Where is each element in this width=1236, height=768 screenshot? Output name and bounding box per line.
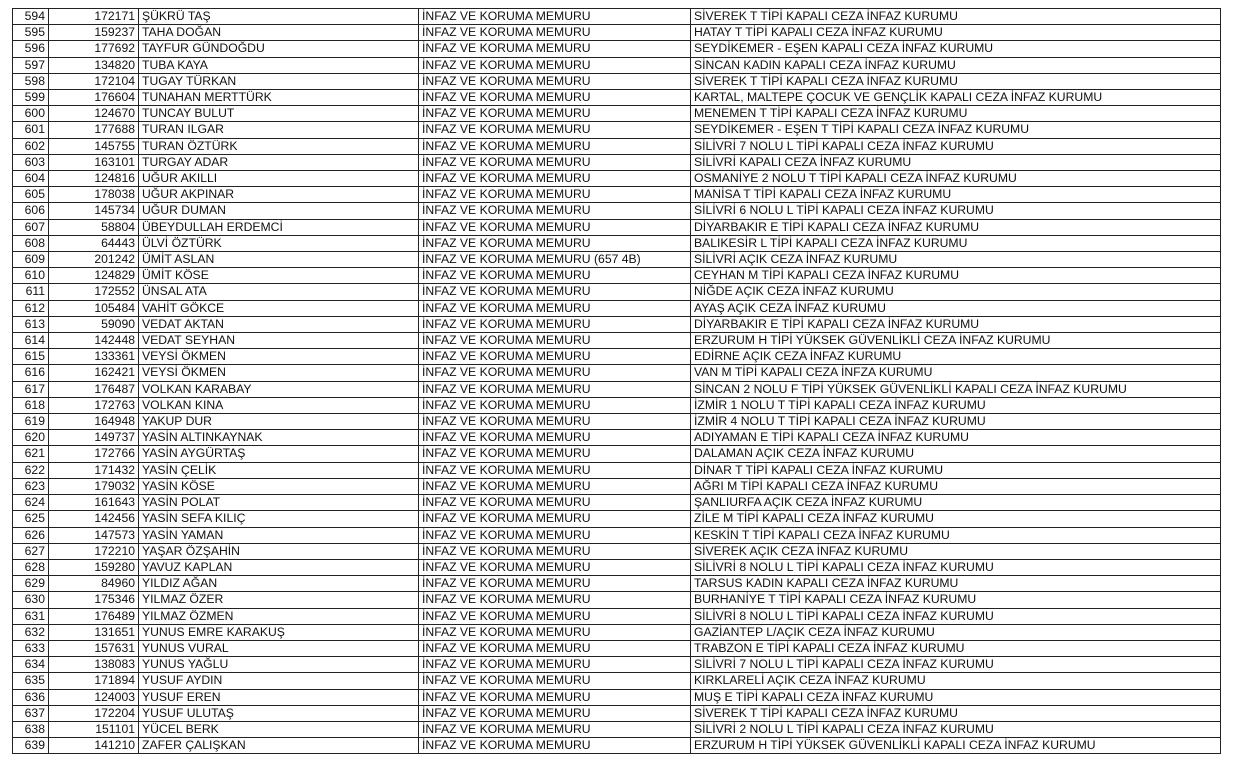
registry-number: 172763 [49, 397, 139, 413]
row-number: 606 [13, 203, 49, 219]
job-title: İNFAZ VE KORUMA MEMURU [419, 640, 691, 656]
job-title: İNFAZ VE KORUMA MEMURU [419, 284, 691, 300]
row-number: 600 [13, 106, 49, 122]
table-row [13, 300, 1221, 316]
table-row [13, 705, 1221, 721]
job-title: İNFAZ VE KORUMA MEMURU [419, 381, 691, 397]
registry-number: 172766 [49, 446, 139, 462]
table-row [13, 478, 1221, 494]
row-number: 621 [13, 446, 49, 462]
row-number: 607 [13, 219, 49, 235]
institution-name: ERZURUM H TİPİ YÜKSEK GÜVENLİKLİ CEZA İNFAZ KURUMU [691, 333, 1221, 349]
job-title: İNFAZ VE KORUMA MEMURU [419, 657, 691, 673]
row-number: 611 [13, 284, 49, 300]
person-name: YUSUF ULUTAŞ [139, 705, 419, 721]
table-row [13, 349, 1221, 365]
registry-number: 171894 [49, 673, 139, 689]
row-number: 597 [13, 57, 49, 73]
row-number: 622 [13, 462, 49, 478]
person-name: ÜNSAL ATA [139, 284, 419, 300]
job-title: İNFAZ VE KORUMA MEMURU [419, 527, 691, 543]
registry-number: 105484 [49, 300, 139, 316]
table-row [13, 527, 1221, 543]
row-number: 623 [13, 478, 49, 494]
person-name: VAHİT GÖKCE [139, 300, 419, 316]
person-name: YASİN YAMAN [139, 527, 419, 543]
row-number: 624 [13, 495, 49, 511]
job-title: İNFAZ VE KORUMA MEMURU [419, 705, 691, 721]
institution-name: SİLİVRİ 2 NOLU L TİPİ KAPALI CEZA İNFAZ KURUMU [691, 721, 1221, 737]
institution-name: NİĞDE AÇIK CEZA İNFAZ KURUMU [691, 284, 1221, 300]
registry-number: 84960 [49, 576, 139, 592]
registry-number: 175346 [49, 592, 139, 608]
table-row [13, 154, 1221, 170]
registry-number: 176489 [49, 608, 139, 624]
job-title: İNFAZ VE KORUMA MEMURU [419, 300, 691, 316]
job-title: İNFAZ VE KORUMA MEMURU [419, 559, 691, 575]
row-number: 633 [13, 640, 49, 656]
person-name: ÜMİT ASLAN [139, 252, 419, 268]
registry-number: 124829 [49, 268, 139, 284]
job-title: İNFAZ VE KORUMA MEMURU [419, 397, 691, 413]
registry-number: 159237 [49, 25, 139, 41]
person-name: YAŞAR ÖZŞAHİN [139, 543, 419, 559]
person-name: YASİN ALTINKAYNAK [139, 430, 419, 446]
person-name: VEDAT SEYHAN [139, 333, 419, 349]
job-title: İNFAZ VE KORUMA MEMURU [419, 106, 691, 122]
person-name: VEYSİ ÖKMEN [139, 365, 419, 381]
row-number: 596 [13, 41, 49, 57]
registry-number: 142448 [49, 333, 139, 349]
registry-number: 171432 [49, 462, 139, 478]
institution-name: AĞRI M TİPİ KAPALI CEZA İNFAZ KURUMU [691, 478, 1221, 494]
institution-name: DALAMAN AÇIK CEZA İNFAZ KURUMU [691, 446, 1221, 462]
row-number: 602 [13, 138, 49, 154]
document-sheet [12, 8, 1220, 754]
person-name: TURAN ÖZTÜRK [139, 138, 419, 154]
job-title: İNFAZ VE KORUMA MEMURU [419, 462, 691, 478]
job-title: İNFAZ VE KORUMA MEMURU [419, 446, 691, 462]
person-name: YAVUZ KAPLAN [139, 559, 419, 575]
registry-number: 151101 [49, 721, 139, 737]
institution-name: ADIYAMAN E TİPİ KAPALI CEZA İNFAZ KURUMU [691, 430, 1221, 446]
person-name: YAKUP DUR [139, 414, 419, 430]
table-row [13, 673, 1221, 689]
person-name: VEYSİ ÖKMEN [139, 349, 419, 365]
registry-number: 142456 [49, 511, 139, 527]
institution-name: MANİSA T TİPİ KAPALI CEZA İNFAZ KURUMU [691, 187, 1221, 203]
row-number: 609 [13, 252, 49, 268]
institution-name: BALIKESİR L TİPİ KAPALI CEZA İNFAZ KURUMU [691, 235, 1221, 251]
table-row [13, 171, 1221, 187]
person-name: YASİN AYGÜRTAŞ [139, 446, 419, 462]
person-name: UĞUR AKILLI [139, 171, 419, 187]
person-name: YASİN POLAT [139, 495, 419, 511]
institution-name: BURHANİYE T TİPİ KAPALI CEZA İNFAZ KURUMU [691, 592, 1221, 608]
institution-name: DİYARBAKIR E TİPİ KAPALI CEZA İNFAZ KURUMU [691, 219, 1221, 235]
institution-name: SİVEREK AÇIK CEZA İNFAZ KURUMU [691, 543, 1221, 559]
table-row [13, 284, 1221, 300]
institution-name: MUŞ E TİPİ KAPALI CEZA İNFAZ KURUMU [691, 689, 1221, 705]
job-title: İNFAZ VE KORUMA MEMURU [419, 73, 691, 89]
job-title: İNFAZ VE KORUMA MEMURU [419, 349, 691, 365]
table-row [13, 543, 1221, 559]
table-row [13, 365, 1221, 381]
job-title: İNFAZ VE KORUMA MEMURU [419, 365, 691, 381]
institution-name: AYAŞ AÇIK CEZA İNFAZ KURUMU [691, 300, 1221, 316]
table-row [13, 624, 1221, 640]
job-title: İNFAZ VE KORUMA MEMURU [419, 414, 691, 430]
job-title: İNFAZ VE KORUMA MEMURU [419, 495, 691, 511]
institution-name: SİLİVRİ KAPALI CEZA İNFAZ KURUMU [691, 154, 1221, 170]
job-title: İNFAZ VE KORUMA MEMURU [419, 187, 691, 203]
job-title: İNFAZ VE KORUMA MEMURU [419, 689, 691, 705]
registry-number: 64443 [49, 235, 139, 251]
table-row [13, 268, 1221, 284]
table-row [13, 414, 1221, 430]
table-row [13, 446, 1221, 462]
institution-name: SİLİVRİ 8 NOLU L TİPİ KAPALI CEZA İNFAZ KURUMU [691, 608, 1221, 624]
person-name: VEDAT AKTAN [139, 316, 419, 332]
job-title: İNFAZ VE KORUMA MEMURU [419, 624, 691, 640]
registry-number: 138083 [49, 657, 139, 673]
person-name: YILMAZ ÖZER [139, 592, 419, 608]
registry-number: 157631 [49, 640, 139, 656]
table-row [13, 252, 1221, 268]
row-number: 631 [13, 608, 49, 624]
person-name: YÜCEL BERK [139, 721, 419, 737]
job-title: İNFAZ VE KORUMA MEMURU [419, 592, 691, 608]
registry-number: 172204 [49, 705, 139, 721]
job-title: İNFAZ VE KORUMA MEMURU [419, 57, 691, 73]
row-number: 601 [13, 122, 49, 138]
job-title: İNFAZ VE KORUMA MEMURU [419, 171, 691, 187]
row-number: 619 [13, 414, 49, 430]
row-number: 636 [13, 689, 49, 705]
person-name: UĞUR DUMAN [139, 203, 419, 219]
table-row [13, 9, 1221, 25]
person-name: YUNUS EMRE KARAKUŞ [139, 624, 419, 640]
row-number: 625 [13, 511, 49, 527]
registry-number: 163101 [49, 154, 139, 170]
institution-name: SİVEREK T TİPİ KAPALI CEZA İNFAZ KURUMU [691, 705, 1221, 721]
table-row [13, 41, 1221, 57]
registry-number: 149737 [49, 430, 139, 446]
person-name: YUNUS VURAL [139, 640, 419, 656]
registry-number: 133361 [49, 349, 139, 365]
row-number: 614 [13, 333, 49, 349]
row-number: 616 [13, 365, 49, 381]
personnel-table [12, 8, 1221, 754]
table-row [13, 397, 1221, 413]
table-row [13, 381, 1221, 397]
person-name: ZAFER ÇALIŞKAN [139, 738, 419, 754]
institution-name: TRABZON E TİPİ KAPALI CEZA İNFAZ KURUMU [691, 640, 1221, 656]
registry-number: 178038 [49, 187, 139, 203]
table-row [13, 73, 1221, 89]
institution-name: SİLİVRİ 7 NOLU L TİPİ KAPALI CEZA İNFAZ KURUMU [691, 138, 1221, 154]
registry-number: 124670 [49, 106, 139, 122]
registry-number: 201242 [49, 252, 139, 268]
institution-name: SİLİVRİ 8 NOLU L TİPİ KAPALI CEZA İNFAZ KURUMU [691, 559, 1221, 575]
institution-name: İZMİR 1 NOLU T TİPİ KAPALI CEZA İNFAZ KURUMU [691, 397, 1221, 413]
table-row [13, 90, 1221, 106]
registry-number: 124003 [49, 689, 139, 705]
row-number: 639 [13, 738, 49, 754]
job-title: İNFAZ VE KORUMA MEMURU [419, 235, 691, 251]
institution-name: SİNCAN 2 NOLU F TİPİ YÜKSEK GÜVENLİKLİ KAPALI CEZA İNFAZ KURUMU [691, 381, 1221, 397]
registry-number: 145755 [49, 138, 139, 154]
row-number: 612 [13, 300, 49, 316]
person-name: YUSUF AYDIN [139, 673, 419, 689]
row-number: 632 [13, 624, 49, 640]
table-row [13, 106, 1221, 122]
job-title: İNFAZ VE KORUMA MEMURU [419, 154, 691, 170]
registry-number: 131651 [49, 624, 139, 640]
person-name: TAHA DOĞAN [139, 25, 419, 41]
table-row [13, 430, 1221, 446]
row-number: 594 [13, 9, 49, 25]
person-name: VOLKAN KARABAY [139, 381, 419, 397]
person-name: VOLKAN KINA [139, 397, 419, 413]
table-row [13, 689, 1221, 705]
person-name: ÜBEYDULLAH ERDEMCİ [139, 219, 419, 235]
person-name: TUNCAY BULUT [139, 106, 419, 122]
person-name: YILMAZ ÖZMEN [139, 608, 419, 624]
row-number: 608 [13, 235, 49, 251]
institution-name: ERZURUM H TİPİ YÜKSEK GÜVENLİKLİ KAPALI CEZA İNFAZ KURUMU [691, 738, 1221, 754]
row-number: 629 [13, 576, 49, 592]
table-row [13, 25, 1221, 41]
row-number: 626 [13, 527, 49, 543]
job-title: İNFAZ VE KORUMA MEMURU [419, 738, 691, 754]
institution-name: SEYDİKEMER - EŞEN T TİPİ KAPALI CEZA İNFAZ KURUMU [691, 122, 1221, 138]
person-name: YASİN SEFA KILIÇ [139, 511, 419, 527]
row-number: 610 [13, 268, 49, 284]
job-title: İNFAZ VE KORUMA MEMURU [419, 268, 691, 284]
registry-number: 161643 [49, 495, 139, 511]
person-name: UĞUR AKPINAR [139, 187, 419, 203]
institution-name: OSMANİYE 2 NOLU T TİPİ KAPALI CEZA İNFAZ KURUMU [691, 171, 1221, 187]
table-row [13, 122, 1221, 138]
person-name: ÜMİT KÖSE [139, 268, 419, 284]
row-number: 617 [13, 381, 49, 397]
row-number: 637 [13, 705, 49, 721]
institution-name: SEYDİKEMER - EŞEN KAPALI CEZA İNFAZ KURUMU [691, 41, 1221, 57]
institution-name: EDİRNE AÇIK CEZA İNFAZ KURUMU [691, 349, 1221, 365]
table-row [13, 495, 1221, 511]
row-number: 603 [13, 154, 49, 170]
institution-name: HATAY T TİPİ KAPALI CEZA İNFAZ KURUMU [691, 25, 1221, 41]
person-name: TURAN ILGAR [139, 122, 419, 138]
institution-name: CEYHAN M TİPİ KAPALI CEZA İNFAZ KURUMU [691, 268, 1221, 284]
job-title: İNFAZ VE KORUMA MEMURU [419, 511, 691, 527]
job-title: İNFAZ VE KORUMA MEMURU [419, 721, 691, 737]
institution-name: ZİLE M TİPİ KAPALI CEZA İNFAZ KURUMU [691, 511, 1221, 527]
person-name: TUBA KAYA [139, 57, 419, 73]
row-number: 615 [13, 349, 49, 365]
job-title: İNFAZ VE KORUMA MEMURU [419, 219, 691, 235]
registry-number: 141210 [49, 738, 139, 754]
registry-number: 172104 [49, 73, 139, 89]
job-title: İNFAZ VE KORUMA MEMURU [419, 203, 691, 219]
row-number: 635 [13, 673, 49, 689]
institution-name: DİNAR T TİPİ KAPALI CEZA İNFAZ KURUMU [691, 462, 1221, 478]
institution-name: DİYARBAKIR E TİPİ KAPALI CEZA İNFAZ KURUMU [691, 316, 1221, 332]
person-name: TAYFUR GÜNDOĞDU [139, 41, 419, 57]
job-title: İNFAZ VE KORUMA MEMURU [419, 478, 691, 494]
person-name: YUNUS YAĞLU [139, 657, 419, 673]
job-title: İNFAZ VE KORUMA MEMURU [419, 138, 691, 154]
table-row [13, 576, 1221, 592]
row-number: 638 [13, 721, 49, 737]
institution-name: İZMİR 4 NOLU T TİPİ KAPALI CEZA İNFAZ KURUMU [691, 414, 1221, 430]
institution-name: KARTAL, MALTEPE ÇOCUK VE GENÇLİK KAPALI CEZA İNFAZ KURUMU [691, 90, 1221, 106]
job-title: İNFAZ VE KORUMA MEMURU [419, 122, 691, 138]
institution-name: SİLİVRİ 6 NOLU L TİPİ KAPALI CEZA İNFAZ KURUMU [691, 203, 1221, 219]
person-name: TURGAY ADAR [139, 154, 419, 170]
registry-number: 134820 [49, 57, 139, 73]
institution-name: MENEMEN T TİPİ KAPALI CEZA İNFAZ KURUMU [691, 106, 1221, 122]
person-name: YILDIZ AĞAN [139, 576, 419, 592]
person-name: TUNAHAN MERTTÜRK [139, 90, 419, 106]
registry-number: 164948 [49, 414, 139, 430]
row-number: 628 [13, 559, 49, 575]
registry-number: 124816 [49, 171, 139, 187]
row-number: 599 [13, 90, 49, 106]
row-number: 630 [13, 592, 49, 608]
personnel-table-body [13, 9, 1221, 754]
institution-name: SİVEREK T TİPİ KAPALI CEZA İNFAZ KURUMU [691, 9, 1221, 25]
row-number: 598 [13, 73, 49, 89]
row-number: 613 [13, 316, 49, 332]
person-name: TUGAY TÜRKAN [139, 73, 419, 89]
registry-number: 176487 [49, 381, 139, 397]
table-row [13, 721, 1221, 737]
institution-name: GAZİANTEP L/AÇIK CEZA İNFAZ KURUMU [691, 624, 1221, 640]
institution-name: KIRKLARELİ AÇIK CEZA İNFAZ KURUMU [691, 673, 1221, 689]
job-title: İNFAZ VE KORUMA MEMURU [419, 333, 691, 349]
table-row [13, 738, 1221, 754]
registry-number: 172210 [49, 543, 139, 559]
row-number: 618 [13, 397, 49, 413]
person-name: YASİN ÇELİK [139, 462, 419, 478]
row-number: 634 [13, 657, 49, 673]
registry-number: 59090 [49, 316, 139, 332]
job-title: İNFAZ VE KORUMA MEMURU [419, 90, 691, 106]
institution-name: ŞANLIURFA AÇIK CEZA İNFAZ KURUMU [691, 495, 1221, 511]
job-title: İNFAZ VE KORUMA MEMURU [419, 430, 691, 446]
table-row [13, 559, 1221, 575]
registry-number: 177692 [49, 41, 139, 57]
person-name: ÜLVİ ÖZTÜRK [139, 235, 419, 251]
table-row [13, 657, 1221, 673]
institution-name: SİNCAN KADIN KAPALI CEZA İNFAZ KURUMU [691, 57, 1221, 73]
table-row [13, 640, 1221, 656]
person-name: ŞÜKRÜ TAŞ [139, 9, 419, 25]
row-number: 605 [13, 187, 49, 203]
institution-name: SİVEREK T TİPİ KAPALI CEZA İNFAZ KURUMU [691, 73, 1221, 89]
table-row [13, 608, 1221, 624]
institution-name: SİLİVRİ AÇIK CEZA İNFAZ KURUMU [691, 252, 1221, 268]
table-row [13, 138, 1221, 154]
registry-number: 177688 [49, 122, 139, 138]
registry-number: 172171 [49, 9, 139, 25]
job-title: İNFAZ VE KORUMA MEMURU [419, 543, 691, 559]
table-row [13, 316, 1221, 332]
row-number: 604 [13, 171, 49, 187]
person-name: YASİN KÖSE [139, 478, 419, 494]
table-row [13, 219, 1221, 235]
institution-name: TARSUS KADIN KAPALI CEZA İNFAZ KURUMU [691, 576, 1221, 592]
registry-number: 145734 [49, 203, 139, 219]
registry-number: 58804 [49, 219, 139, 235]
table-row [13, 203, 1221, 219]
row-number: 595 [13, 25, 49, 41]
table-row [13, 592, 1221, 608]
job-title: İNFAZ VE KORUMA MEMURU [419, 25, 691, 41]
institution-name: VAN M TİPİ KAPALI CEZA İNFZA KURUMU [691, 365, 1221, 381]
registry-number: 172552 [49, 284, 139, 300]
table-row [13, 187, 1221, 203]
row-number: 627 [13, 543, 49, 559]
table-row [13, 511, 1221, 527]
person-name: YUSUF EREN [139, 689, 419, 705]
registry-number: 162421 [49, 365, 139, 381]
job-title: İNFAZ VE KORUMA MEMURU [419, 576, 691, 592]
job-title: İNFAZ VE KORUMA MEMURU [419, 673, 691, 689]
job-title: İNFAZ VE KORUMA MEMURU [419, 41, 691, 57]
registry-number: 176604 [49, 90, 139, 106]
table-row [13, 57, 1221, 73]
institution-name: KESKİN T TİPİ KAPALI CEZA İNFAZ KURUMU [691, 527, 1221, 543]
registry-number: 159280 [49, 559, 139, 575]
row-number: 620 [13, 430, 49, 446]
registry-number: 179032 [49, 478, 139, 494]
job-title: İNFAZ VE KORUMA MEMURU [419, 608, 691, 624]
table-row [13, 462, 1221, 478]
registry-number: 147573 [49, 527, 139, 543]
job-title: İNFAZ VE KORUMA MEMURU [419, 9, 691, 25]
institution-name: SİLİVRİ 7 NOLU L TİPİ KAPALI CEZA İNFAZ KURUMU [691, 657, 1221, 673]
job-title: İNFAZ VE KORUMA MEMURU [419, 316, 691, 332]
table-row [13, 333, 1221, 349]
job-title: İNFAZ VE KORUMA MEMURU (657 4B) [419, 252, 691, 268]
table-row [13, 235, 1221, 251]
